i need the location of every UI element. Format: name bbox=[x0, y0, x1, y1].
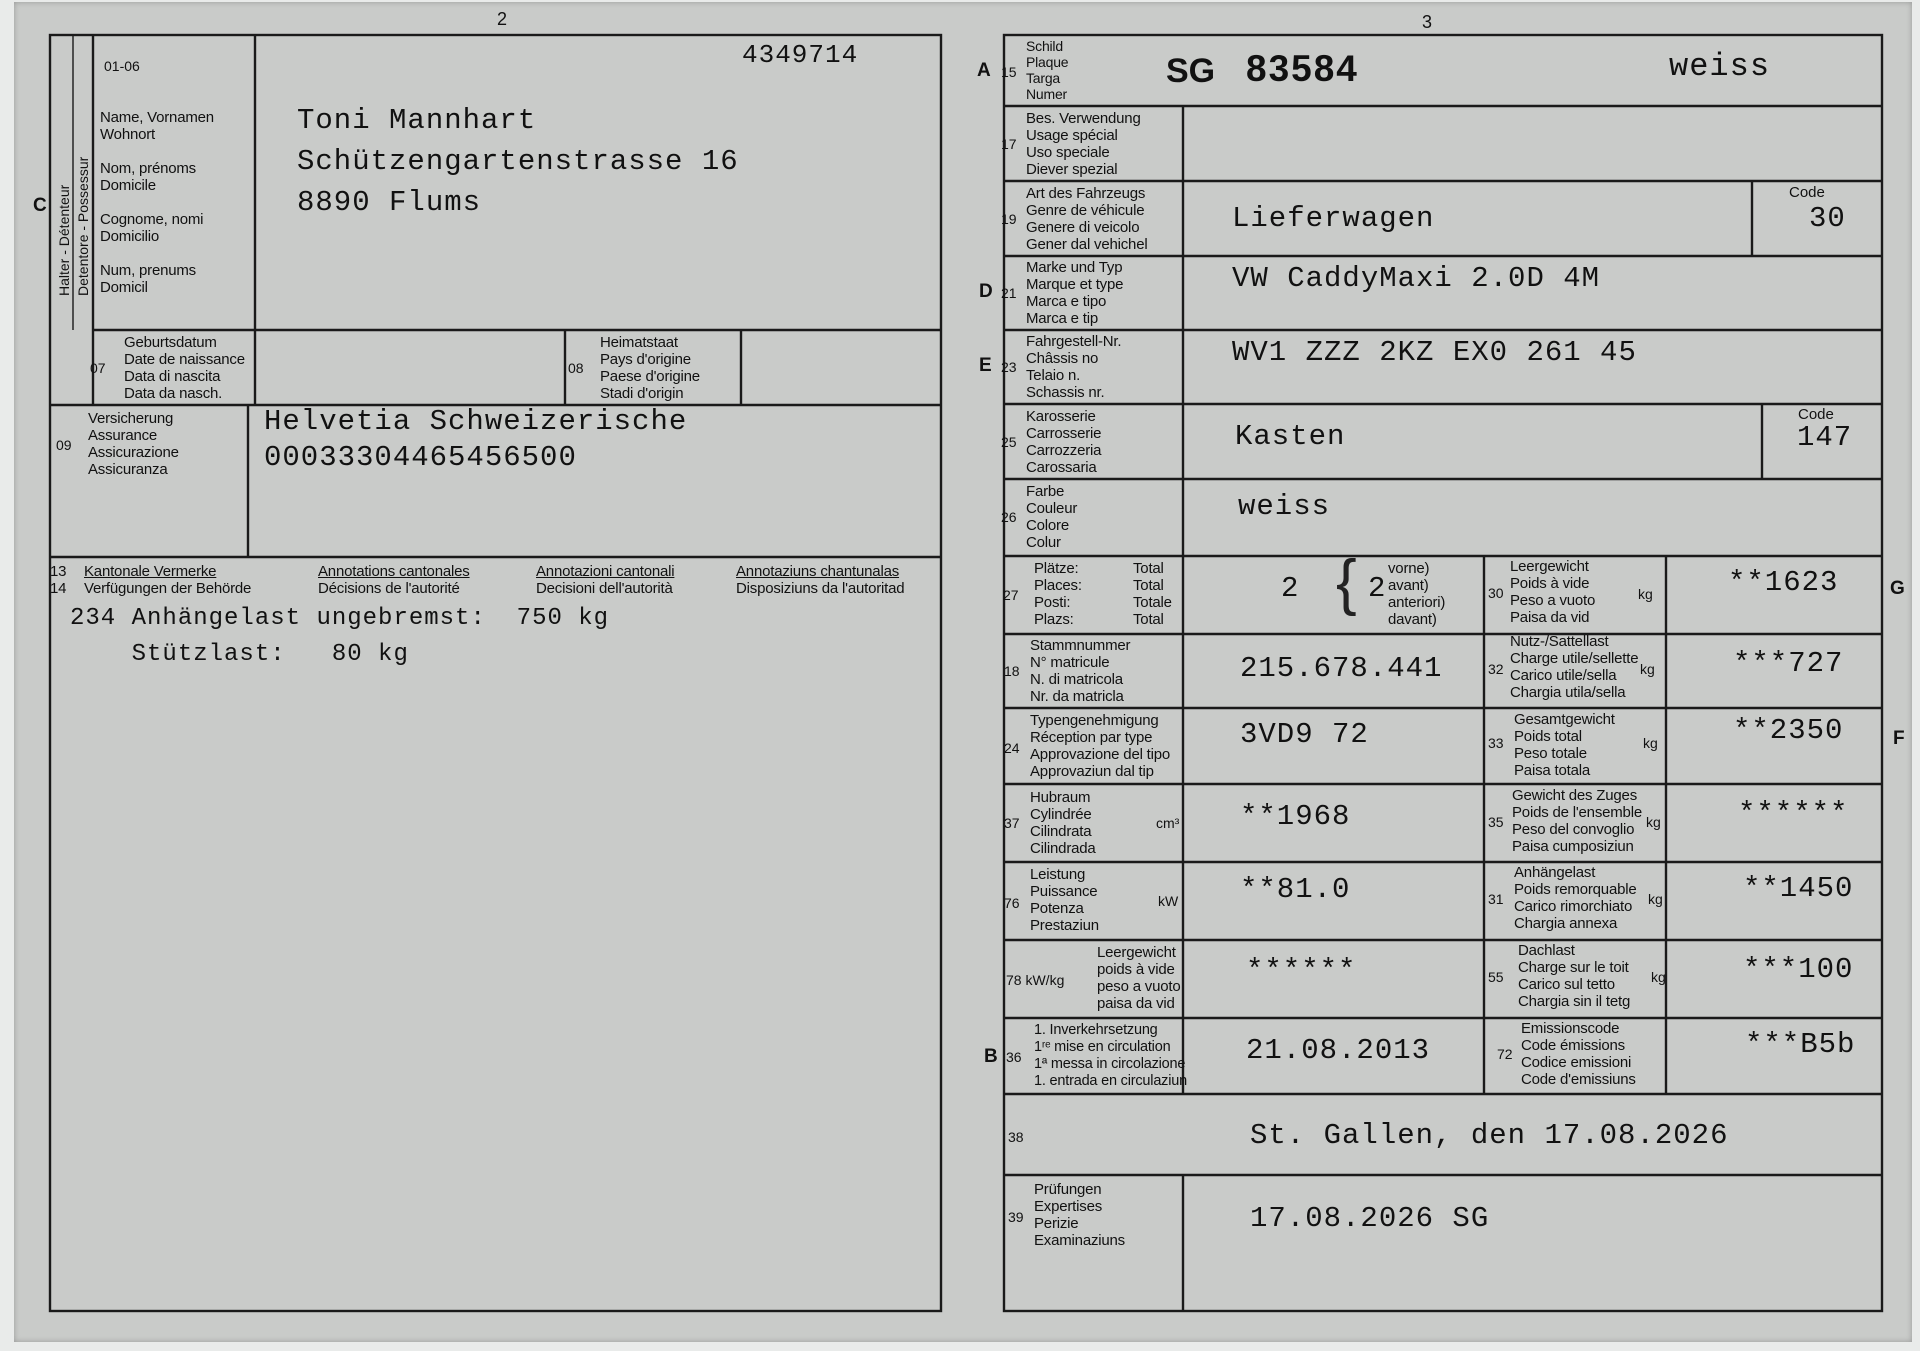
insurance-label: Versicherung Assurance Assicurazione Assicuranza bbox=[88, 410, 179, 478]
displacement-value: **1968 bbox=[1240, 800, 1351, 833]
type-approval-label: Typengenehmigung Réception par type Approvazione del tipo Approvaziun dal tip bbox=[1030, 712, 1171, 780]
total-weight-value: **2350 bbox=[1733, 714, 1844, 747]
vehicle-kind-number: 19 bbox=[1001, 211, 1017, 227]
master-number-label-num: 18 bbox=[1004, 663, 1020, 679]
holder-street: Schützengartenstrasse 16 bbox=[297, 145, 739, 178]
origin-label: Heimatstaat Pays d'origine Paese d'origine Stadi d'origin bbox=[600, 334, 700, 402]
seats-total-value: 2 bbox=[1281, 572, 1300, 605]
holder-city: 8890 Flums bbox=[297, 186, 482, 219]
chassis-number-label: 23 bbox=[1001, 359, 1017, 375]
power-unit: kW bbox=[1158, 893, 1179, 909]
payload-label: Nutz-/Sattellast Charge utile/sellette Carico utile/sella Chargia utila/sella bbox=[1510, 633, 1639, 701]
trailer-load-label: Anhängelast Poids remorquable Carico rimorchiato Chargia annexa bbox=[1514, 864, 1637, 932]
side-letter-b: B bbox=[984, 1046, 998, 1067]
total-weight-label: Gesamtgewicht Poids total Peso totale Paisa totala bbox=[1514, 711, 1615, 779]
holder-label-rm: Num, prenums Domicil bbox=[100, 262, 196, 296]
annotation-header-de: Kantonale Vermerke Verfügungen der Behörde bbox=[84, 563, 252, 597]
seats-number: 27 bbox=[1003, 587, 1019, 603]
power-weight-value: ****** bbox=[1246, 954, 1357, 987]
power-weight-number: 78 kW/kg bbox=[1006, 972, 1065, 988]
colour-label: Farbe Couleur Colore Colur bbox=[1026, 483, 1078, 551]
body-value: Kasten bbox=[1235, 420, 1346, 453]
colour-value: weiss bbox=[1238, 490, 1331, 523]
plate-number: 83584 bbox=[1246, 48, 1359, 89]
displacement-number: 37 bbox=[1004, 815, 1020, 831]
roof-load-value: ***100 bbox=[1743, 953, 1854, 986]
seats-brace: { bbox=[1336, 548, 1357, 617]
emission-code-value: ***B5b bbox=[1745, 1028, 1856, 1061]
seats-label: Plätze: Places: Posti: Plazs: bbox=[1034, 560, 1082, 628]
annotation-line-2: Stützlast: 80 kg bbox=[70, 641, 409, 668]
holder-label-fr: Nom, prénoms Domicile bbox=[100, 160, 196, 194]
vehicle-kind-code: 30 bbox=[1809, 202, 1846, 235]
holder-vertical-label-2: Detentore - Possessur bbox=[75, 156, 91, 296]
empty-weight-value: **1623 bbox=[1728, 566, 1839, 599]
type-approval-number: 24 bbox=[1004, 740, 1020, 756]
plate-color: weiss bbox=[1669, 48, 1771, 85]
vehicle-kind-label: Art des Fahrzeugs Genre de véhicule Genere di veicolo Gener dal vehichel bbox=[1026, 185, 1148, 253]
chassis-label: Fahrgestell-Nr. Châssis no Telaio n. Schassis nr. bbox=[1026, 333, 1122, 401]
power-label: Leistung Puissance Potenza Prestaziun bbox=[1030, 866, 1099, 934]
side-letter-g: G bbox=[1890, 578, 1905, 599]
combination-weight-unit: kg bbox=[1646, 814, 1661, 830]
payload-number: 32 bbox=[1488, 661, 1504, 677]
document-number: 4349714 bbox=[742, 40, 859, 70]
displacement-label: Hubraum Cylindrée Cilindrata Cilindrada bbox=[1030, 789, 1096, 857]
power-number: 76 bbox=[1004, 895, 1020, 911]
first-registration-value: 21.08.2013 bbox=[1246, 1034, 1431, 1067]
make-type-label: Marke und Typ Marque et type Marca e tipo Marca e tip bbox=[1026, 259, 1124, 327]
plate-canton: SG bbox=[1166, 52, 1216, 90]
roof-load-number: 55 bbox=[1488, 969, 1504, 985]
origin-number: 08 bbox=[568, 360, 584, 376]
annotation-header-it: Annotazioni cantonali Decisioni dell'autorità bbox=[536, 563, 675, 597]
master-number-label: Stammnummer N° matricule N. di matricola Nr. da matricla bbox=[1030, 637, 1131, 705]
body-code-label: Code bbox=[1798, 406, 1834, 423]
insurance-policy-number: 00033304465456500 bbox=[264, 441, 577, 474]
insurance-number: 09 bbox=[56, 437, 72, 453]
inspections-number: 39 bbox=[1008, 1209, 1024, 1225]
payload-unit: kg bbox=[1640, 661, 1655, 677]
trailer-load-number: 31 bbox=[1488, 891, 1504, 907]
displacement-unit: cm³ bbox=[1156, 815, 1180, 831]
trailer-load-value: **1450 bbox=[1743, 872, 1854, 905]
master-number-value: 215.678.441 bbox=[1240, 652, 1443, 685]
annotation-header-rm: Annotaziuns chantunalas Disposiziuns da l'autoritad bbox=[736, 563, 905, 597]
chassis-value: WV1 ZZZ 2KZ EX0 261 45 bbox=[1232, 336, 1637, 369]
holder-vertical-label-1: Halter - Détenteur bbox=[56, 184, 72, 296]
holder-label-it: Cognome, nomi Domicilio bbox=[100, 211, 204, 245]
empty-weight-label: Leergewicht Poids à vide Peso a vuoto Paisa da vid bbox=[1510, 558, 1596, 626]
special-use-label: Bes. Verwendung Usage spécial Uso speciale Diever spezial bbox=[1026, 110, 1141, 178]
combination-weight-label: Gewicht des Zuges Poids de l'ensemble Peso del convoglio Paisa cumposiziun bbox=[1512, 787, 1642, 855]
birth-label: Geburtsdatum Date de naissance Data di nascita Data da nasch. bbox=[124, 334, 245, 402]
roof-load-unit: kg bbox=[1651, 969, 1666, 985]
annotation-header-fr: Annotations cantonales Décisions de l'autorité bbox=[318, 563, 470, 597]
emission-code-number: 72 bbox=[1497, 1046, 1513, 1062]
plate-number-label: 15 bbox=[1001, 64, 1017, 80]
side-letter-d: D bbox=[979, 281, 993, 302]
body-number: 25 bbox=[1001, 434, 1017, 450]
trailer-load-unit: kg bbox=[1648, 891, 1663, 907]
holder-code: 01-06 bbox=[104, 58, 140, 74]
combination-weight-number: 35 bbox=[1488, 814, 1504, 830]
insurance-company: Helvetia Schweizerische bbox=[264, 405, 688, 438]
section-letter-c: C bbox=[33, 195, 47, 216]
birth-number: 07 bbox=[90, 360, 106, 376]
annotation-line-1: 234 Anhängelast ungebremst: 750 kg bbox=[70, 605, 610, 632]
body-code: 147 bbox=[1797, 421, 1853, 454]
roof-load-label: Dachlast Charge sur le toit Carico sul tetto Chargia sin il tetg bbox=[1518, 942, 1631, 1010]
make-type-value: VW CaddyMaxi 2.0D 4M bbox=[1232, 262, 1601, 295]
special-use-number: 17 bbox=[1001, 136, 1017, 152]
seats-total-label: Total Total Totale Total bbox=[1133, 560, 1172, 628]
total-weight-unit: kg bbox=[1643, 735, 1658, 751]
seats-front-label: vorne) avant) anteriori) davant) bbox=[1388, 560, 1446, 628]
total-weight-number: 33 bbox=[1488, 735, 1504, 751]
page-number-right: 3 bbox=[1422, 12, 1433, 32]
holder-label-de: Name, Vornamen Wohnort bbox=[100, 109, 214, 143]
place-date-number: 38 bbox=[1008, 1129, 1024, 1145]
inspections-value: 17.08.2026 SG bbox=[1250, 1202, 1490, 1235]
colour-number: 26 bbox=[1001, 509, 1017, 525]
combination-weight-value: ****** bbox=[1738, 797, 1849, 830]
side-letter-a: A bbox=[977, 60, 991, 81]
power-value: **81.0 bbox=[1240, 873, 1351, 906]
first-registration-label: 1. Inverkehrsetzung 1ʳᵉ mise en circulation 1ª messa in circolazione 1. entrada en circulaziun bbox=[1034, 1022, 1187, 1089]
type-approval-value: 3VD9 72 bbox=[1240, 718, 1369, 751]
place-date-value: St. Gallen, den 17.08.2026 bbox=[1250, 1119, 1729, 1152]
vehicle-kind-code-label: Code bbox=[1789, 184, 1825, 201]
empty-weight-number: 30 bbox=[1488, 585, 1504, 601]
holder-name: Toni Mannhart bbox=[297, 104, 537, 137]
seats-front-value: 2 bbox=[1368, 572, 1387, 605]
emission-code-label: Emissionscode Code émissions Codice emissioni Code d'emissiuns bbox=[1521, 1020, 1636, 1088]
body-label: Karosserie Carrosserie Carrozzeria Carossaria bbox=[1026, 408, 1102, 476]
first-registration-number: 36 bbox=[1006, 1049, 1022, 1065]
plate-label: Schild Plaque Targa Numer bbox=[1026, 38, 1069, 102]
page-number-left: 2 bbox=[497, 9, 508, 29]
inspections-label: Prüfungen Expertises Perizie Examinaziuns bbox=[1034, 1181, 1125, 1249]
make-type-number: 21 bbox=[1001, 285, 1017, 301]
annotation-numbers: 13 14 bbox=[50, 563, 67, 597]
empty-weight-unit: kg bbox=[1638, 586, 1653, 602]
side-letter-f: F bbox=[1893, 728, 1905, 749]
payload-value: ***727 bbox=[1733, 647, 1844, 680]
vehicle-kind-value: Lieferwagen bbox=[1232, 202, 1435, 235]
side-letter-e: E bbox=[979, 355, 992, 376]
power-weight-label: Leergewicht poids à vide peso a vuoto paisa da vid bbox=[1097, 944, 1181, 1012]
